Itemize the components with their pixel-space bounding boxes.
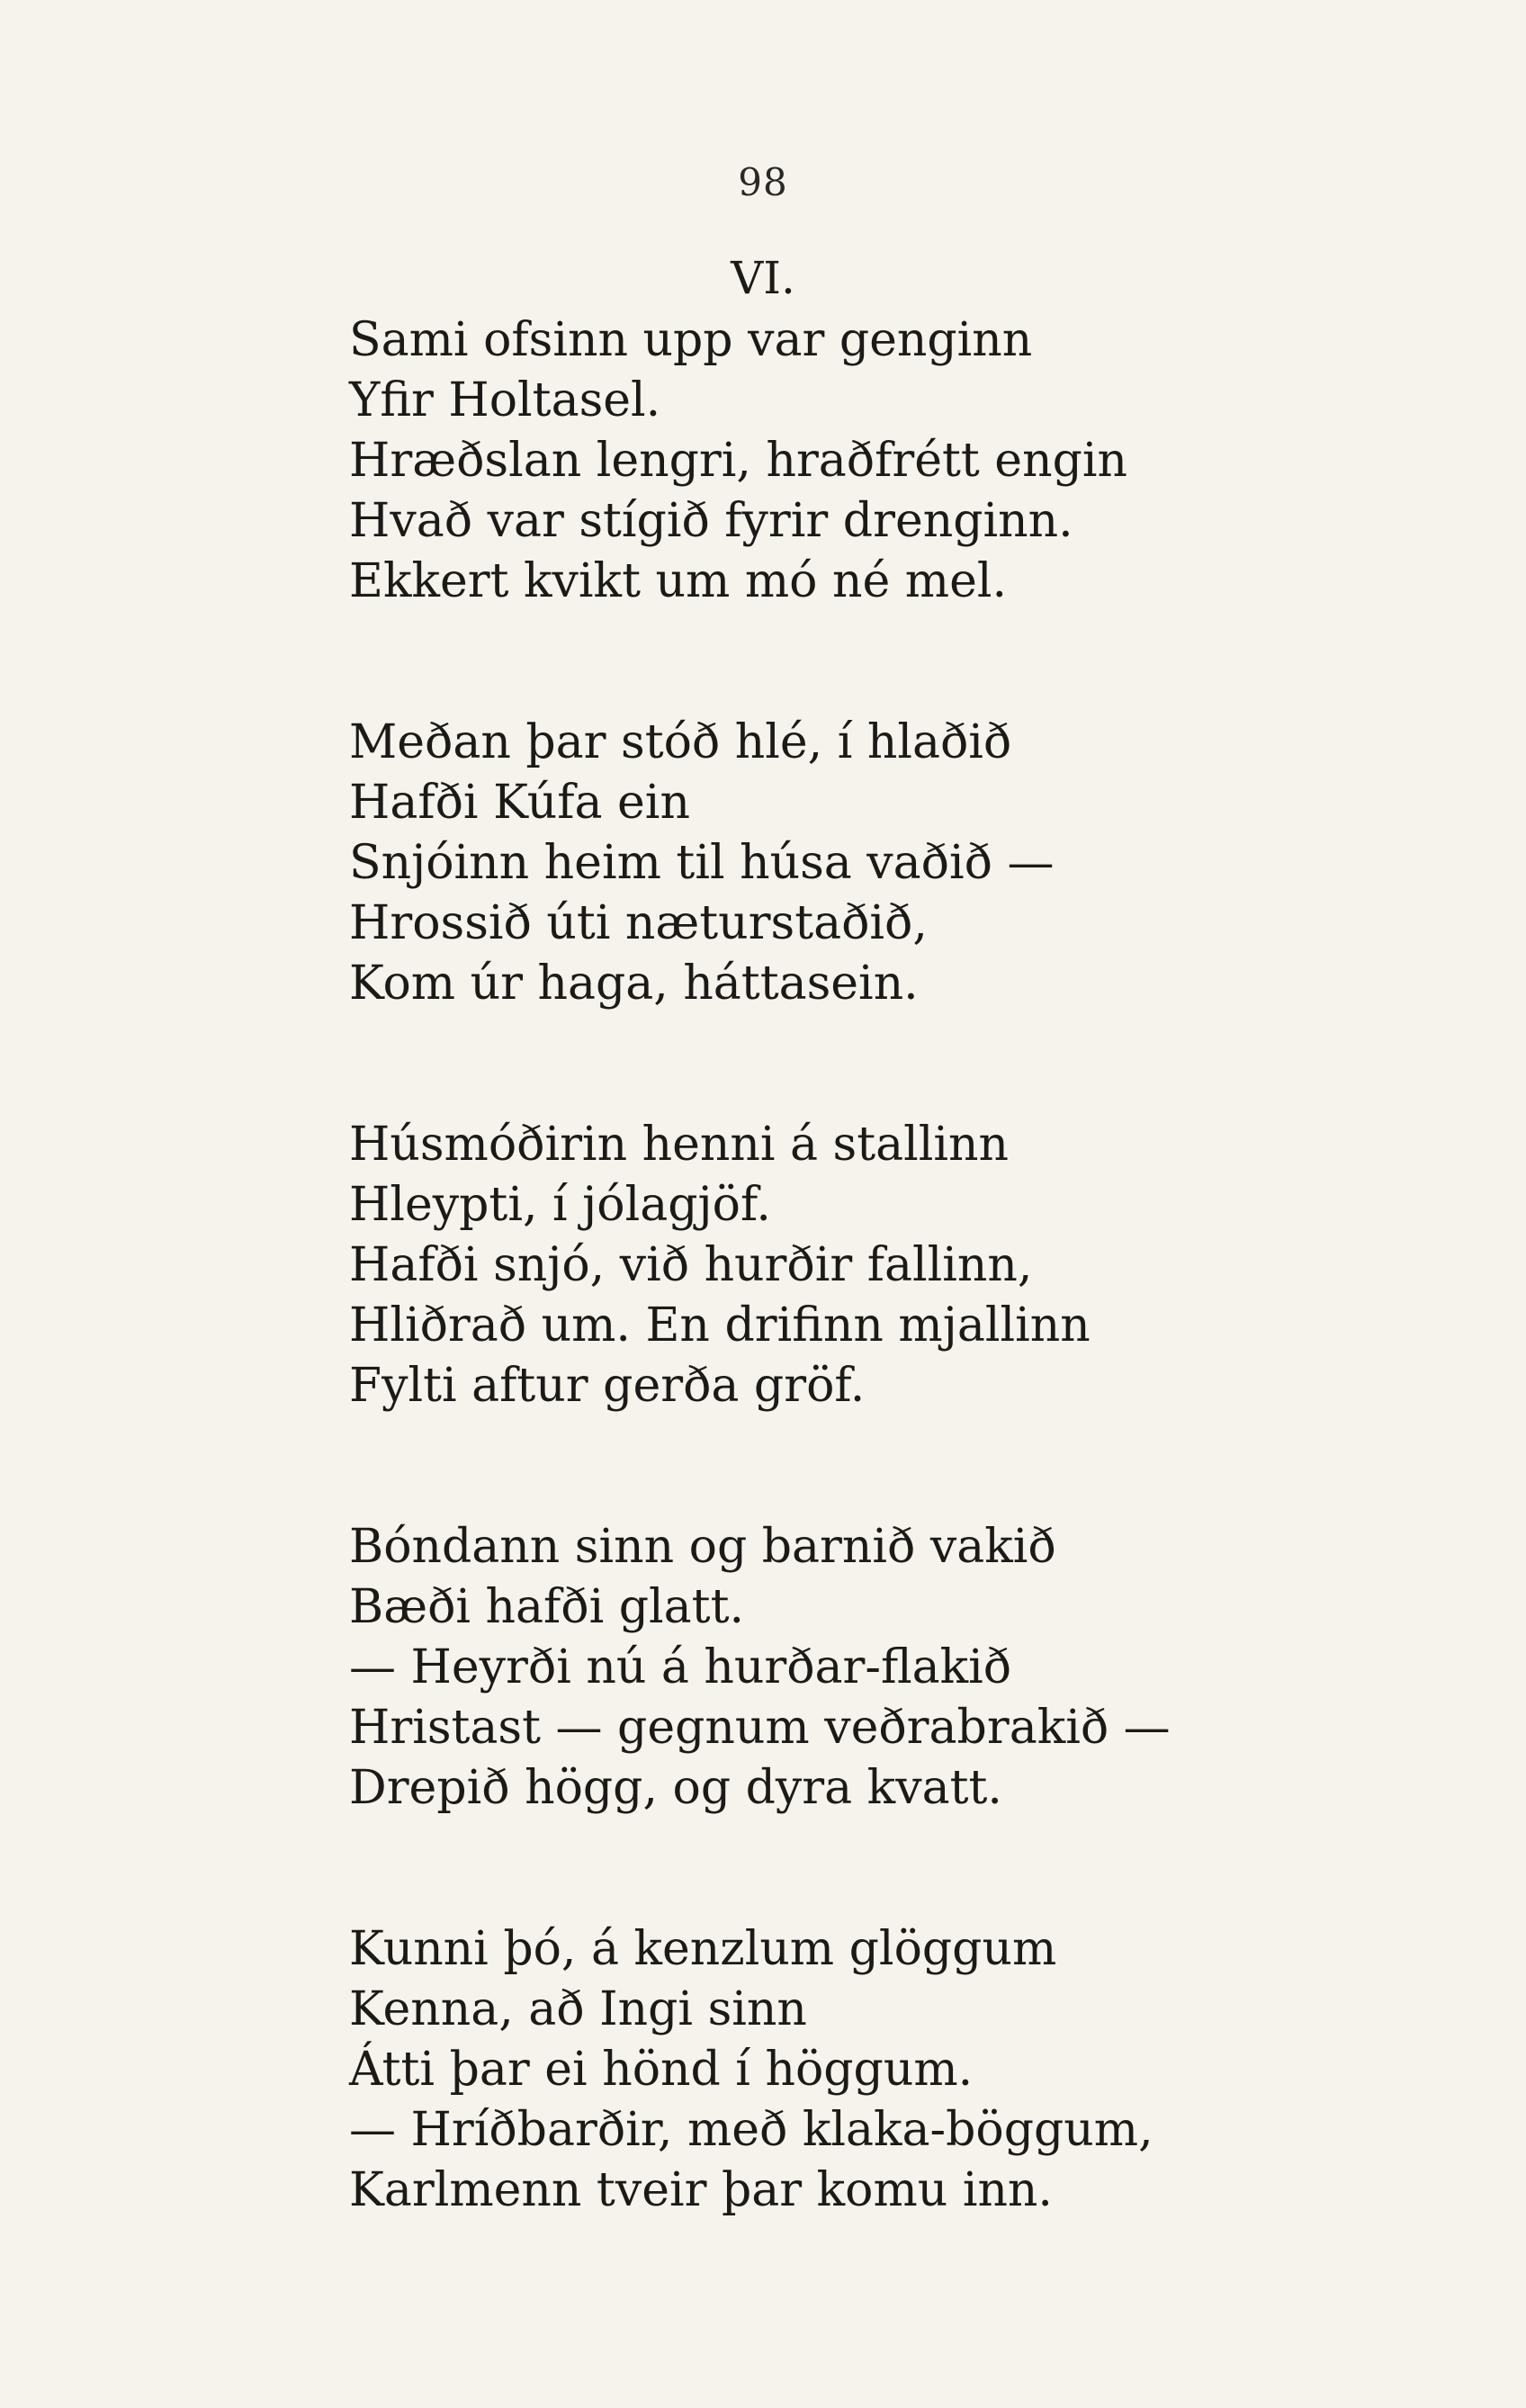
section-title: VI. [731, 252, 795, 304]
poem-line: — Hríðbarðir, með klaka-böggum, [349, 2103, 1153, 2157]
poem-line: Húsmóðirin henni á stallinn [349, 1118, 1009, 1172]
poem-line: Sami ofsinn upp var genginn [349, 313, 1033, 367]
poem-line: Kunni þó, á kenzlum glöggum [349, 1922, 1057, 1976]
stanza-2 [349, 713, 1249, 1014]
poem-line: Bóndann sinn og barnið vakið [349, 1520, 1056, 1574]
poem-line: Yfir Holtasel. [349, 373, 661, 427]
page-number: 98 [738, 160, 788, 204]
poem-line: Drepið högg, og dyra kvatt. [349, 1761, 1002, 1815]
stanza-5 [349, 1919, 1249, 2221]
stanza-3 [349, 1115, 1249, 1416]
poem-line: Hafði Kúfa ein [349, 776, 690, 830]
poem-line: Hliðrað um. En drifinn mjallinn [349, 1298, 1091, 1352]
poem-line: Hvað var stígið fyrir drenginn. [349, 494, 1073, 548]
poem-line: Hræðslan lengri, hraðfrétt engin [349, 434, 1127, 488]
poem-line: Kenna, að Ingi sinn [349, 1982, 807, 2036]
poem-line: Snjóinn heim til húsa vaðið — [349, 836, 1055, 890]
poem-line: Hafði snjó, við hurðir fallinn, [349, 1238, 1033, 1292]
poem-line: Átti þar ei hönd í höggum. [349, 2043, 974, 2097]
poem-line: Bæði hafði glatt. [349, 1580, 745, 1634]
stanza-4 [349, 1517, 1249, 1819]
poem-line: Ekkert kvikt um mó né mel. [349, 554, 1007, 608]
poem-line: Meðan þar stóð hlé, í hlaðið [349, 715, 1012, 769]
poem-line: Karlmenn tveir þar komu inn. [349, 2163, 1053, 2217]
poem-line: Kom úr haga, háttasein. [349, 957, 919, 1011]
poem-line: Hrossið úti næturstaðið, [349, 896, 928, 950]
poem [349, 310, 1249, 2322]
stanza-1 [349, 310, 1249, 612]
poem-line: Hristast — gegnum veðrabrakið — [349, 1701, 1171, 1755]
poem-line: Fylti aftur gerða gröf. [349, 1359, 866, 1413]
poem-line: — Heyrði nú á hurðar-flakið [349, 1640, 1012, 1694]
poem-line: Hleypti, í jólagjöf. [349, 1178, 771, 1232]
